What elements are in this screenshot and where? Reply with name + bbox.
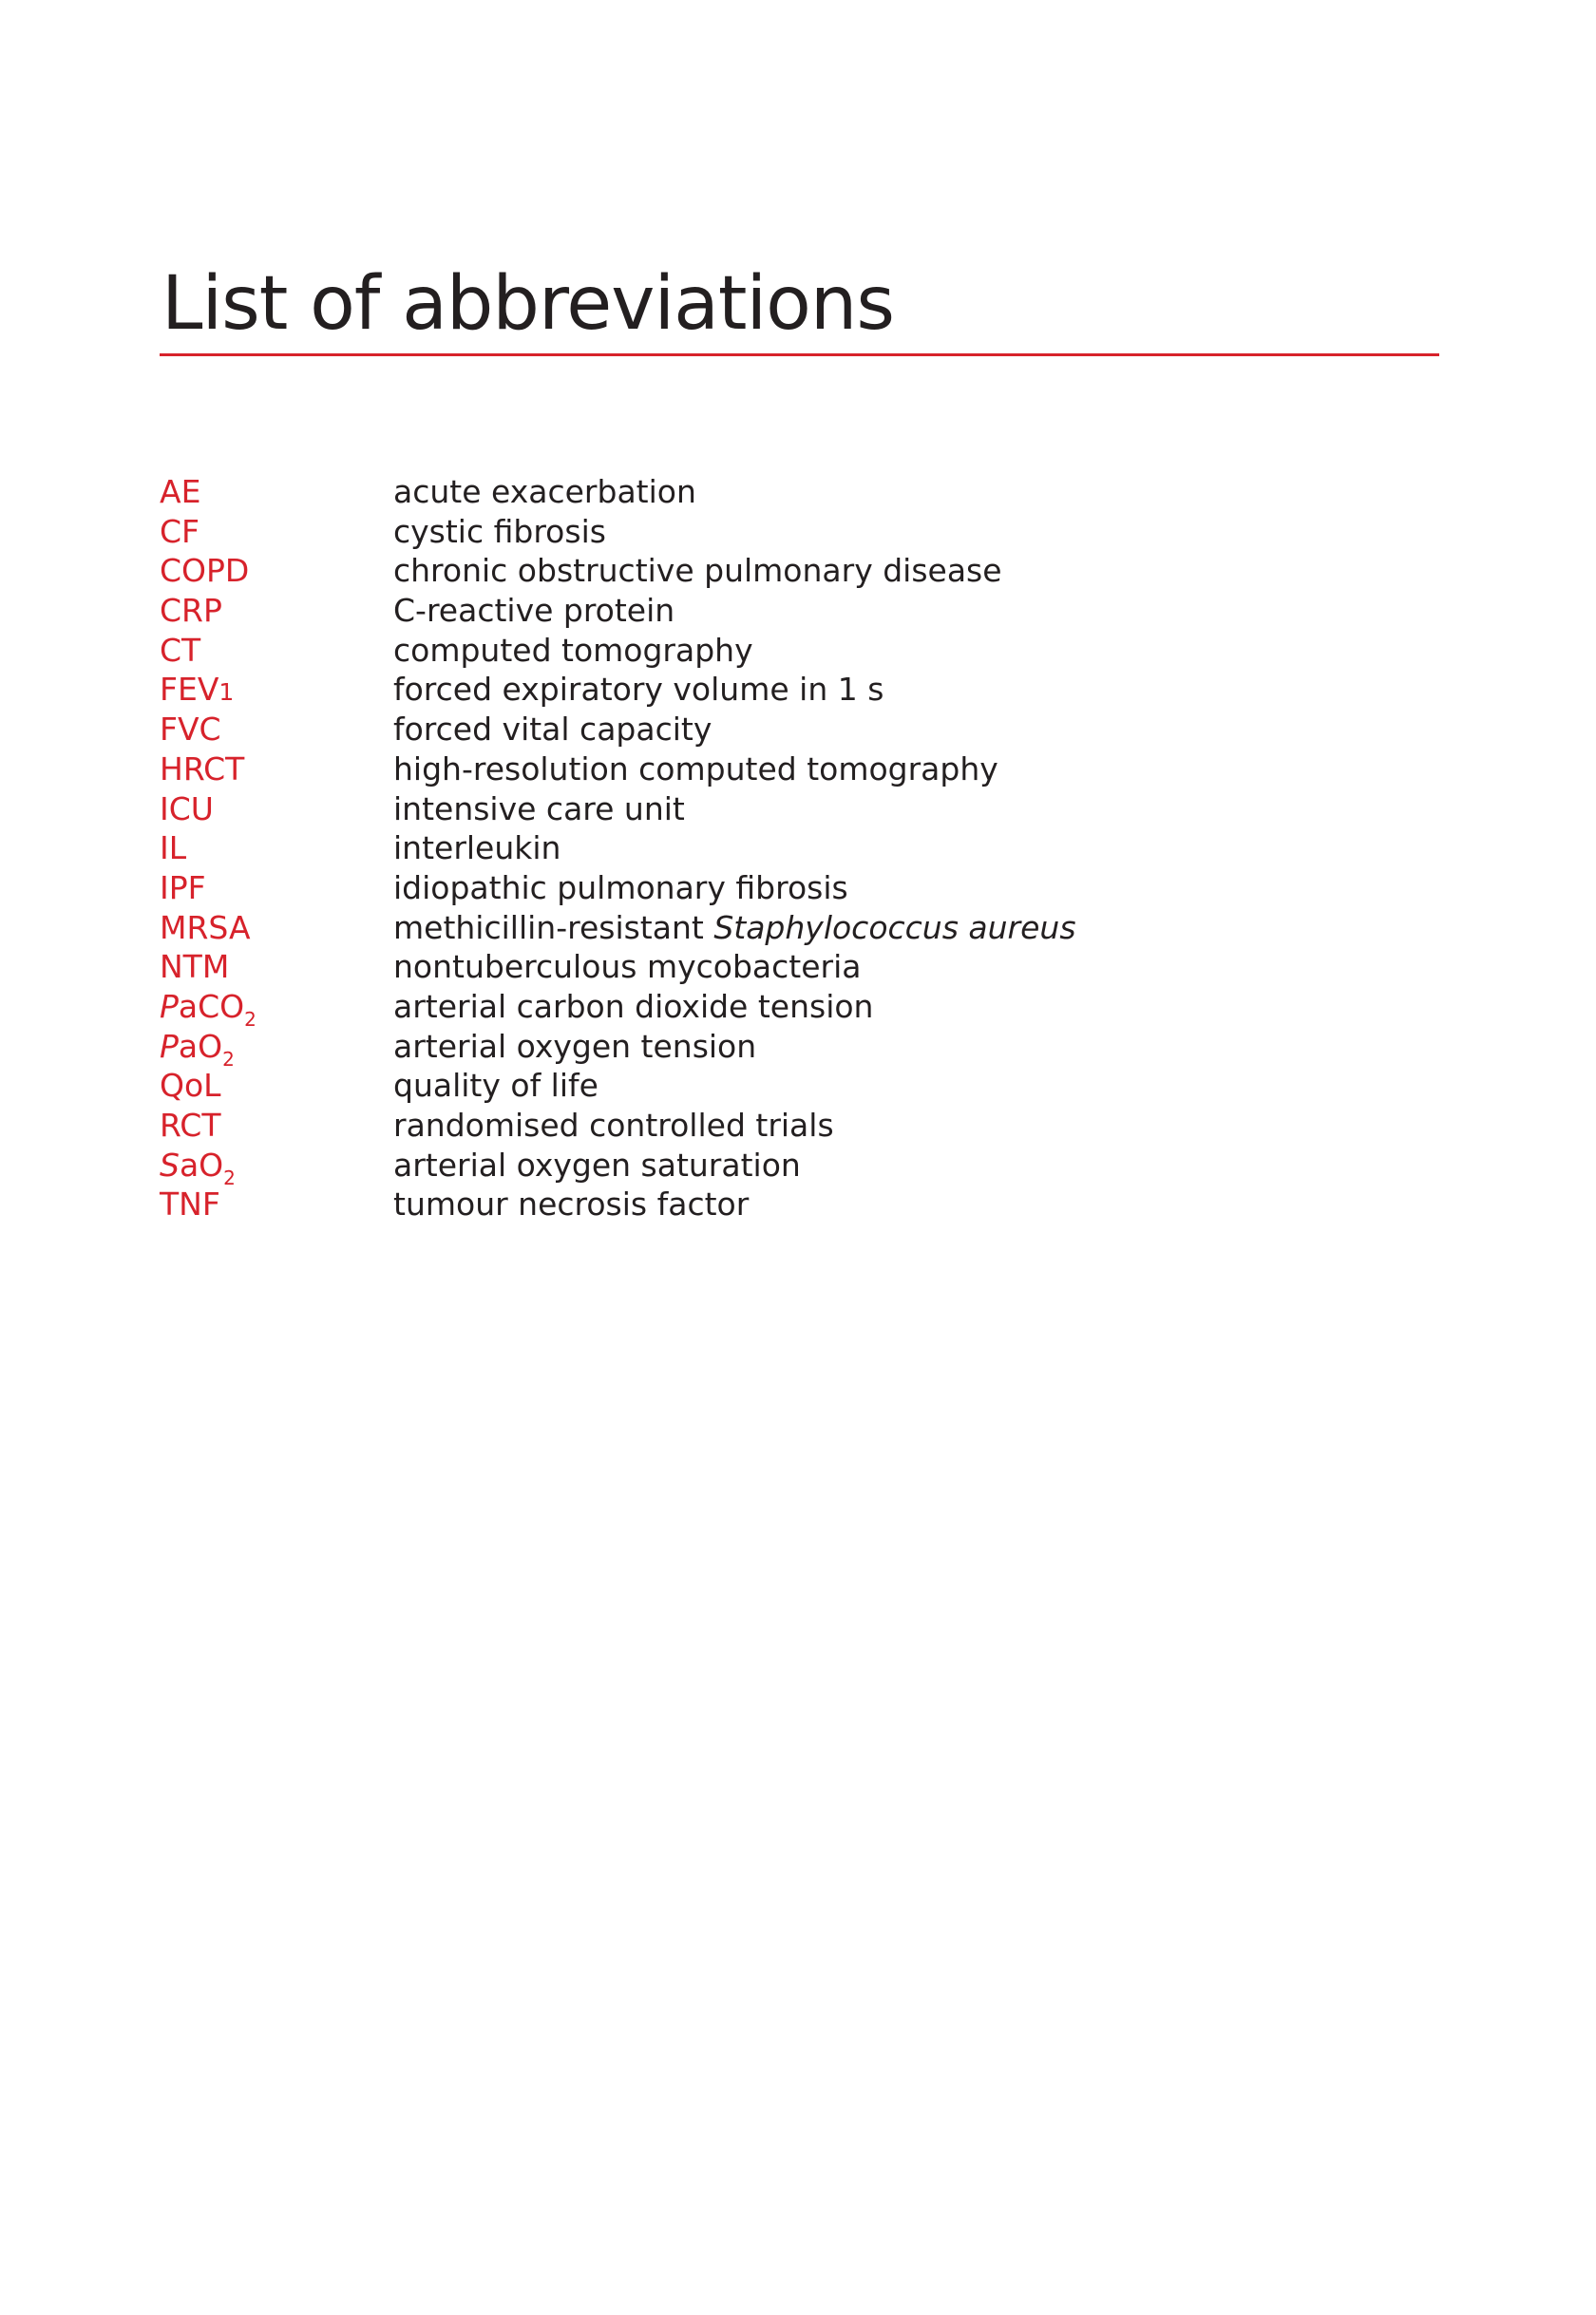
abbreviation-definition: chronic obstructive pulmonary disease: [393, 552, 1002, 590]
abbreviation-term: COPD: [160, 552, 250, 590]
abbreviation-term: [160, 670, 234, 712]
abbreviation-term-main: aO: [179, 1146, 224, 1184]
abbreviation-term-italic: S: [160, 1146, 180, 1184]
abbreviation-definition: forced expiratory volume in 1 s: [393, 671, 884, 709]
abbreviation-term: TNF: [160, 1186, 220, 1224]
abbreviation-definition: C-reactive protein: [393, 592, 675, 630]
abbreviation-term: CT: [160, 631, 201, 669]
abbreviation-term: NTM: [160, 948, 230, 986]
abbreviation-term: CF: [160, 512, 200, 550]
abbreviation-term: ICU: [160, 789, 214, 827]
abbreviation-term-subscript: 1: [218, 678, 235, 707]
abbreviation-term-italic: P: [160, 987, 179, 1025]
abbreviation-term: AE: [160, 473, 201, 510]
abbreviation-term: HRCT: [160, 750, 245, 787]
abbreviation-term-main: aCO: [178, 987, 245, 1025]
abbreviation-term: [160, 987, 256, 1031]
abbreviation-definition: arterial oxygen saturation: [393, 1146, 801, 1184]
abbreviation-definition: nontuberculous mycobacteria: [393, 948, 862, 986]
abbreviation-definition: tumour necrosis factor: [393, 1186, 750, 1224]
abbreviation-definition: idiopathic pulmonary fibrosis: [393, 868, 848, 906]
abbreviation-definition: interleukin: [393, 829, 561, 867]
abbreviation-definition: high-resolution computed tomography: [393, 750, 998, 787]
abbreviation-definition: arterial carbon dioxide tension: [393, 987, 874, 1025]
abbreviation-definition: cystic fibrosis: [393, 512, 606, 550]
abbreviation-term: QoL: [160, 1067, 221, 1105]
abbreviation-term: IPF: [160, 868, 206, 906]
abbreviation-term-subscript: 2: [244, 1007, 256, 1031]
definition-plain-text: methicillin-resistant: [393, 908, 714, 946]
abbreviation-term-subscript: 2: [222, 1047, 235, 1071]
abbreviation-term: FVC: [160, 711, 221, 749]
abbreviation-definition: quality of life: [393, 1067, 598, 1105]
abbreviation-definition: intensive care unit: [393, 789, 685, 827]
abbreviation-definition: forced vital capacity: [393, 711, 712, 749]
abbreviation-definition: [393, 908, 1076, 948]
abbreviation-term: IL: [160, 829, 187, 867]
abbreviation-definition: computed tomography: [393, 631, 753, 669]
abbreviation-term-main: FEV: [160, 671, 219, 709]
abbreviation-term: CRP: [160, 592, 222, 630]
page-title: List of abbreviations: [162, 261, 894, 347]
abbreviation-term-subscript: 2: [223, 1166, 236, 1189]
abbreviation-definition: randomised controlled trials: [393, 1107, 834, 1144]
abbreviation-definition: arterial oxygen tension: [393, 1027, 757, 1065]
abbreviation-term: MRSA: [160, 908, 251, 946]
abbreviation-term: [160, 1027, 235, 1071]
definition-italic-text: Staphylococcus aureus: [713, 908, 1076, 946]
abbreviation-term-italic: P: [160, 1027, 179, 1065]
abbreviation-term-main: aO: [178, 1027, 223, 1065]
abbreviation-term: [160, 1146, 236, 1189]
abbreviation-term: RCT: [160, 1107, 221, 1144]
title-divider: [160, 353, 1439, 356]
abbreviation-definition: acute exacerbation: [393, 473, 696, 510]
